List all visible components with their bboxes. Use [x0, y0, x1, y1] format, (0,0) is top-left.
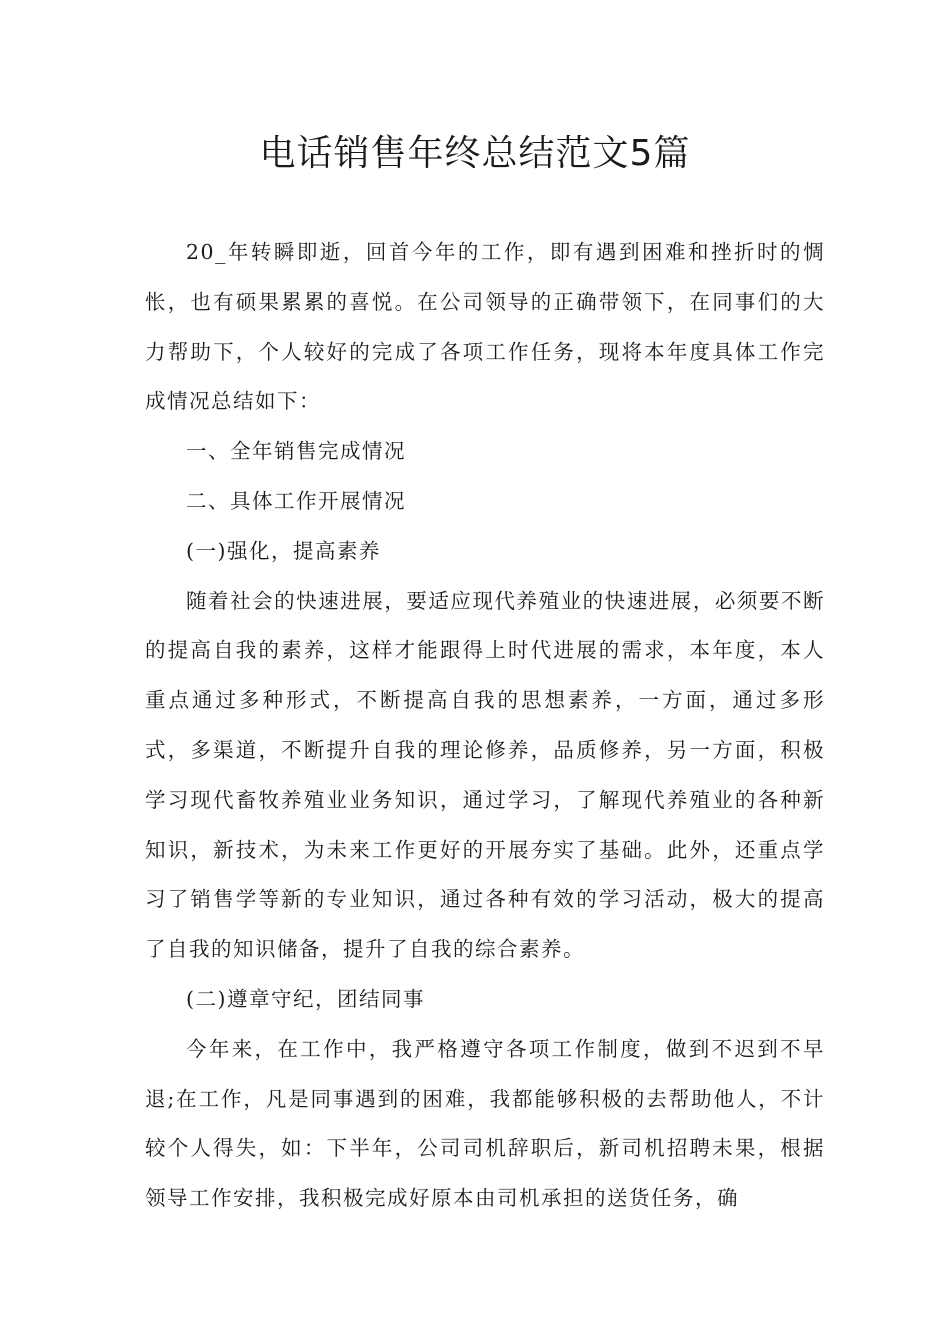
- document-title: 电话销售年终总结范文5篇: [259, 133, 691, 174]
- document-body: [145, 228, 825, 1224]
- paragraph-discipline: 今年来，在工作中，我严格遵守各项工作制度，做到不迟到不早退;在工作，凡是同事遇到的困难，我都能够积极的去帮助他人，不计较个人得失，如：下半年，公司司机辞职后，新司机招聘未果，根据领导工作安排，我积极完成好原本由司机承担的送货任务，确: [145, 1036, 825, 1211]
- heading-work-progress: 二、具体工作开展情况: [186, 488, 406, 513]
- subheading-discipline: (二)遵章守纪，团结同事: [186, 986, 425, 1011]
- heading-sales-completion: 一、全年销售完成情况: [186, 439, 406, 464]
- paragraph-strengthen: 随着社会的快速进展，要适应现代养殖业的快速进展，必须要不断的提高自我的素养，这样才能跟得上时代进展的需求，本年度，本人重点通过多种形式，不断提高自我的思想素养，一方面，通过多形式，多渠道，不断提升自我的理论修养，品质修养，另一方面，积极学习现代畜牧养殖业业务知识，通过学习，了解现代养殖业的各种新知识，新技术，为未来工作更好的开展夯实了基础。此外，还重点学习了销售学等新的专业知识，通过各种有效的学习活动，极大的提高了自我的知识储备，提升了自我的综合素养。: [145, 588, 825, 962]
- paragraph-intro: 20_年转瞬即逝，回首今年的工作，即有遇到困难和挫折时的惆怅，也有硕果累累的喜悦。在公司领导的正确带领下，在同事们的大力帮助下，个人较好的完成了各项工作任务，现将本年度具体工作完成情况总结如下：: [145, 240, 825, 414]
- subheading-strengthen: (一)强化，提高素养: [186, 538, 381, 563]
